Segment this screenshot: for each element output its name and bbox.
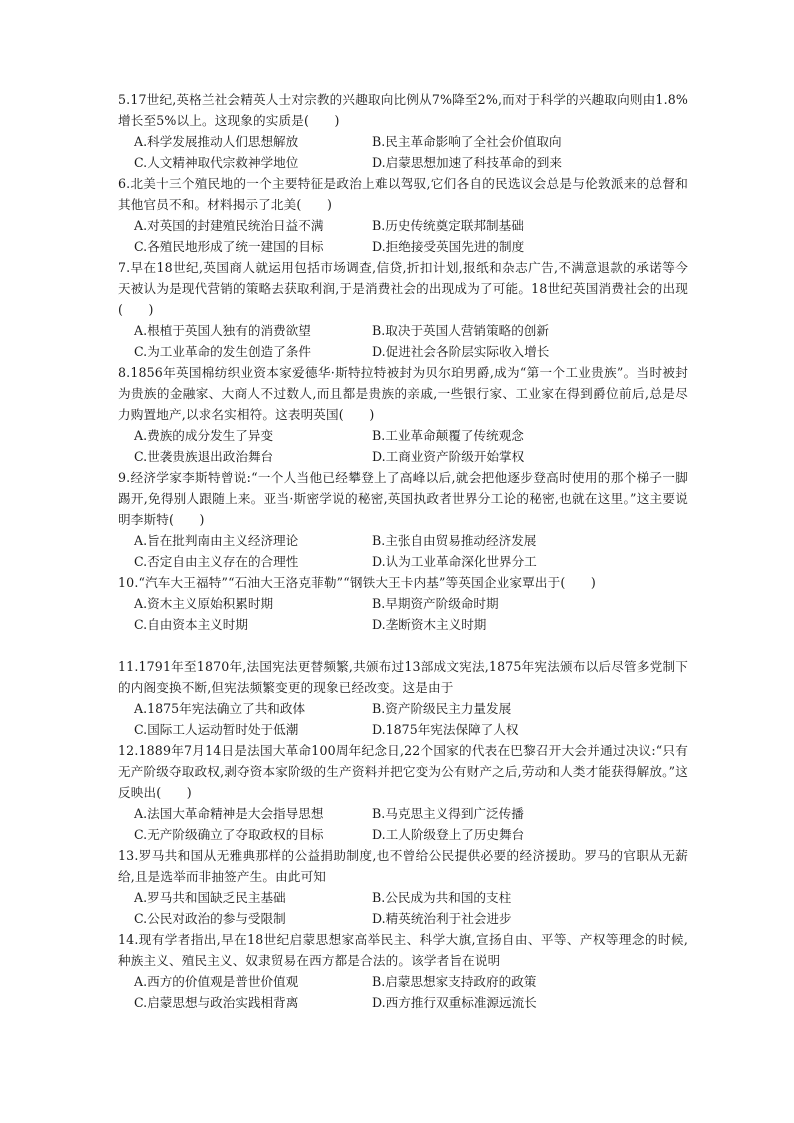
question-12 [118, 740, 688, 845]
question-stem: 12.1889年7月14日是法国大革命100周年纪念日,22个国家的代表在巴黎召开大会并通过决议:“只有无产阶级夺取政权,剥夺资本家阶级的生产资料并把它变为公有财产之后,劳动和人类才能获得解放。”这反映出( ) [118, 743, 688, 800]
option-c: C.启蒙思想与政治实践相背离 [134, 995, 299, 1010]
option-c: C.否定自由主义存在的合理性 [134, 554, 299, 569]
option-c: C.人文精神取代宗救神学地位 [134, 155, 299, 170]
option-b: B.启蒙思想家支持政府的政策 [372, 974, 537, 989]
question-6 [118, 173, 688, 257]
question-stem: 8.1856年英国棉纺织业资本家爱德华·斯特拉特被封为贝尔珀男爵,成为“第一个工业贵族”。当时被封为贵族的金融家、大商人不过数人,而且都是贵族的亲戚,一些银行家、工业家在得到爵位前后,总是尽力购置地产,以求名实相符。这表明英国( ) [118, 365, 688, 422]
option-d: D.工人阶级登上了历史舞台 [372, 827, 525, 842]
option-d: D.工商业资产阶级开始掌权 [372, 449, 525, 464]
option-c: C.公民对政治的参与受限制 [134, 911, 286, 926]
option-c: C.为工业革命的发生创造了条件 [134, 344, 311, 359]
option-a: A.资木主义原始积累时期 [134, 596, 274, 611]
option-b: B.民主革命影响了全社会价值取向 [372, 134, 562, 149]
question-14 [118, 929, 688, 1013]
option-a: A.罗马共和国缺乏民主基础 [134, 890, 286, 905]
question-stem: 10.“汽车大王福特”“石油大王洛克菲勒”“钢铁大王卡内基”等英国企业家覃出于( ) [118, 575, 596, 590]
question-8 [118, 362, 688, 467]
option-d: D.1875年宪法保障了人权 [372, 722, 519, 737]
option-b: B.资产阶级民主力量发展 [372, 701, 512, 716]
question-9 [118, 467, 688, 572]
option-b: B.历史传统奠定联邦制基础 [372, 218, 524, 233]
option-c: C.自由资本主义时期 [134, 617, 248, 632]
question-10 [118, 572, 688, 635]
question-5 [118, 89, 688, 173]
option-d: D.认为工业革命深化世界分工 [372, 554, 537, 569]
option-d: D.拒绝接受英国先进的制度 [372, 239, 525, 254]
option-b: B.早期资产阶级命时期 [372, 596, 499, 611]
option-b: B.工业革命颠覆了传统观念 [372, 428, 524, 443]
question-stem: 6.北美十三个殖民地的一个主要特征是政治上难以驾驭,它们各自的民选议会总是与伦敦派来的总督和其他官员不和。材料揭示了北美( ) [118, 176, 688, 212]
question-stem: 5.17世纪,英格兰社会精英人士对宗教的兴趣取向比例从7%降至2%,而对于科学的兴趣取向则由1.8%增长至5%以上。这现象的实质是( ) [118, 92, 688, 128]
option-b: B.主张自由贸易推动经济发展 [372, 533, 537, 548]
option-b: B.公民成为共和国的支柱 [372, 890, 512, 905]
question-stem: 9.经济学家李斯特曾说:“一个人当他已经攀登上了高峰以后,就会把他逐步登高时使用的那个梯子一脚踢开,免得别人跟随上来。亚当·斯密学说的秘密,英国执政者世界分工论的秘密,也就在这里。”这主要说明李斯特( ) [118, 470, 688, 527]
option-d: D.精英统治利于社会进步 [372, 911, 512, 926]
question-stem: 13.罗马共和国从无雅典那样的公益捐助制度,也不曾给公民提供必要的经济援助。罗马的官职从无薪给,且是选举而非抽签产生。由此可知 [118, 848, 688, 884]
option-a: A.旨在批判南由主义经济理论 [134, 533, 299, 548]
question-7 [118, 257, 688, 362]
option-d: D.促进社会各阶层实际收入增长 [372, 344, 550, 359]
option-d: D.垄断资木主义时期 [372, 617, 487, 632]
option-d: D.启蒙思想加速了科技革命的到来 [372, 155, 562, 170]
option-c: C.国际工人运动暂时处于低潮 [134, 722, 299, 737]
question-stem: 11.1791年至1870年,法国宪法更替频繁,共颁布过13部成文宪法,1875年宪法颁布以后尽管多党制下的内阁变换不断,但宪法频繁变更的现象已经改变。这是由于 [118, 659, 688, 695]
option-c: C.无产阶级确立了夺取政权的目标 [134, 827, 324, 842]
option-a: A.根植于英国人独有的消费欲望 [134, 323, 311, 338]
question-stem: 14.现有学者指出,早在18世纪启蒙思想家高举民主、科学大旗,宣扬自由、平等、产权等理念的时候,种族主义、殖民主义、奴隶贸易在西方都是合法的。该学者旨在说明 [118, 932, 688, 968]
option-a: A.法国大革命精神是大会指导思想 [134, 806, 324, 821]
option-a: A.1875年宪法确立了共和政体 [134, 701, 306, 716]
option-a: A.对英国的封建殖民统治日益不满 [134, 218, 324, 233]
option-a: A.费族的成分发生了异变 [134, 428, 274, 443]
option-a: A.科学发展推动人们思想解放 [134, 134, 299, 149]
option-d: D.西方推行双重标准源远流长 [372, 995, 537, 1010]
option-c: C.世袭贵族退出政治舞台 [134, 449, 274, 464]
option-b: B.取决于英国人营销策略的创新 [372, 323, 549, 338]
question-stem: 7.早在18世纪,英国商人就运用包括市场调查,信贷,折扣计划,报纸和杂志广告,不满意退款的承诺等今天被认为是现代营销的策略去获取利润,于是消费社会的出现成为了可能。18世纪英国消费社会的出现( ) [118, 260, 688, 317]
option-a: A.西方的价值观是普世价值观 [134, 974, 299, 989]
question-13 [118, 845, 688, 929]
question-11 [118, 656, 688, 740]
option-b: B.马克思主义得到广泛传播 [372, 806, 524, 821]
option-c: C.各殖民地形成了统一建国的目标 [134, 239, 324, 254]
